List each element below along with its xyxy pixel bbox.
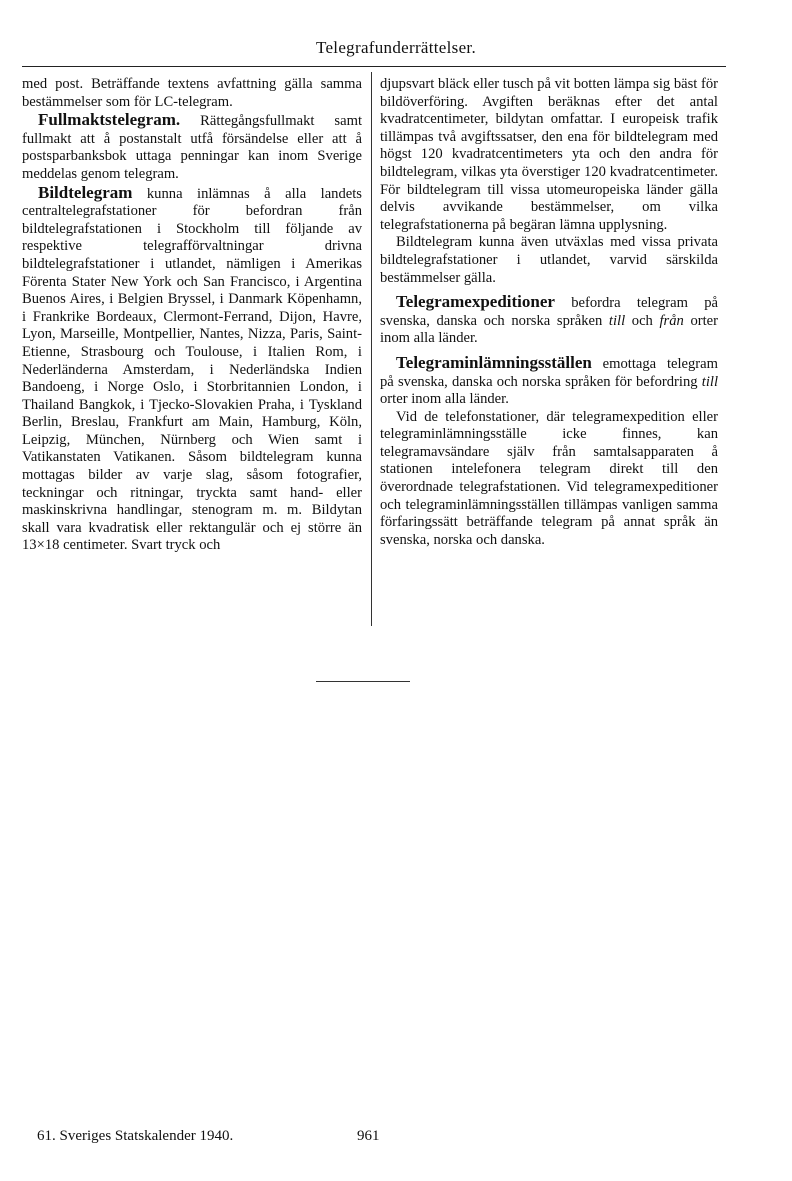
section-heading-fullmaktstelegram: Fullmaktstelegram. [38,110,181,130]
column-divider [371,72,372,626]
header-rule [22,66,726,67]
section-heading-telegramexpeditioner: Telegramexpeditioner [396,292,555,312]
paragraph-text: befordra telegram på svenska, danska och norska språken [380,295,718,329]
section-end-rule [316,681,410,682]
page-title: Telegrafunderrättelser. [315,38,477,57]
paragraph-bildtelegram-continued: djupsvart bläck eller tusch på vit botten lämpa sig bäst för bildöverföring. Avgiften beräknas efter det antal kvadratcentimeter, bildytan omfattar. I europeisk trafik tillämpas två avgiftssatser, den ena för bildtelegram med högst 120 kvadratcentimeters yta och den andra för bildtelegram, vilkas yta överstiger 120 kvadratcentimeter. För bildtelegram till vissa utomeuropeiska länder gälla delvis avvikande bestämmelser, om vilka telegrafstationerna på begäran lämna upplysning. [380,76,719,233]
paragraph-text: och [625,312,660,329]
italic-word: till [701,373,718,390]
footer-source: 61. Sveriges Statskalender 1940. [37,1128,234,1144]
right-column [380,76,718,549]
italic-word: till [608,312,626,329]
page-number: 961 [357,1128,380,1144]
italic-word: från [659,312,684,329]
paragraph-telegramexpeditioner [380,293,718,348]
section-heading-bildtelegram: Bildtelegram [38,182,133,202]
paragraph-fullmaktstelegram [22,111,362,183]
section-heading-telegraminlamningsstallen: Telegraminlämningsställen [396,352,592,372]
paragraph-telefonstationer: Vid de telefonstationer, där telegramexpedition eller telegraminlämningsställe icke finnes, kan telegramavsändare själv från samtalsapparaten å stationen intelefonera telegram direkt till den överordnade telegrafstationen. Vid telegramexpeditioner och telegraminlämningsställen tillämpas vanligen samma förfaringssätt beträffande telegram på annat språk än svenska, norska och danska. [380,408,718,548]
paragraph-text: Rättegångsfullmakt samt fullmakt att å postanstalt utfå försändelse eller att å postsparbanksbok uttaga penningar kan inom Sverige meddelas genom telegram. [22,113,362,182]
paragraph-telegraminlamningsstallen [380,354,718,409]
paragraph-bildtelegram [22,184,362,555]
paragraph-text: orter inom alla länder. [380,391,509,408]
left-column [22,76,362,555]
paragraph-private-stations: Bildtelegram kunna även utväxlas med vissa privata bildtelegrafstationer i utlandet, varvid särskilda bestämmelser gälla. [380,234,718,286]
paragraph-text: kunna inlämnas å alla landets centraltelegrafstationer för befordran från bildtelegrafstationen i Stockholm till följande av respektive telegrafförvaltningar drivna bildtelegrafstationer i utlandet, nämligen i Amerikas Förenta Stater New York och San Francisco, i Argentina Buenos Aires, i Belgien Bryssel, i Danmark Köpenhamn, i Frankrike Bordeaux, Clermont-Ferrand, Dijon, Havre, Lyon, Marseille, Montpellier, Nantes, Nizza, Paris, Saint-Etienne, Strasbourg och Toulouse, i Italien Rom, i Nederländerna Amsterdam, i Nederländska Indien Bandoeng, i Norge Oslo, i Storbritannien London, i Thailand Bangkok, i Tjecko-Slovakien Praha, i Tyskland Berlin, Breslau, Frankfurt am Main, Hamburg, Köln, Leipzig, München, Nürnberg och Wien samt i Vatikanstaten Vatikanen. Såsom bildtelegram kunna mottagas bilder av varje slag, såsom fotografier, teckningar och ritningar, tryckta samt hand- eller maskinskrivna handlingar, stenogram m. m. Bildytan skall vara kvadratisk eller rektangulär och ej större än 13×18 centimeter. Svart tryck och [22,185,362,554]
paragraph-text: emottaga telegram på svenska, danska och norska språken för befordring [380,355,718,390]
paragraph-continuation: med post. Beträffande textens avfattning gälla samma bestämmelser som för LC-telegram. [22,76,362,110]
paragraph-text: orter inom alla länder. [380,312,718,347]
